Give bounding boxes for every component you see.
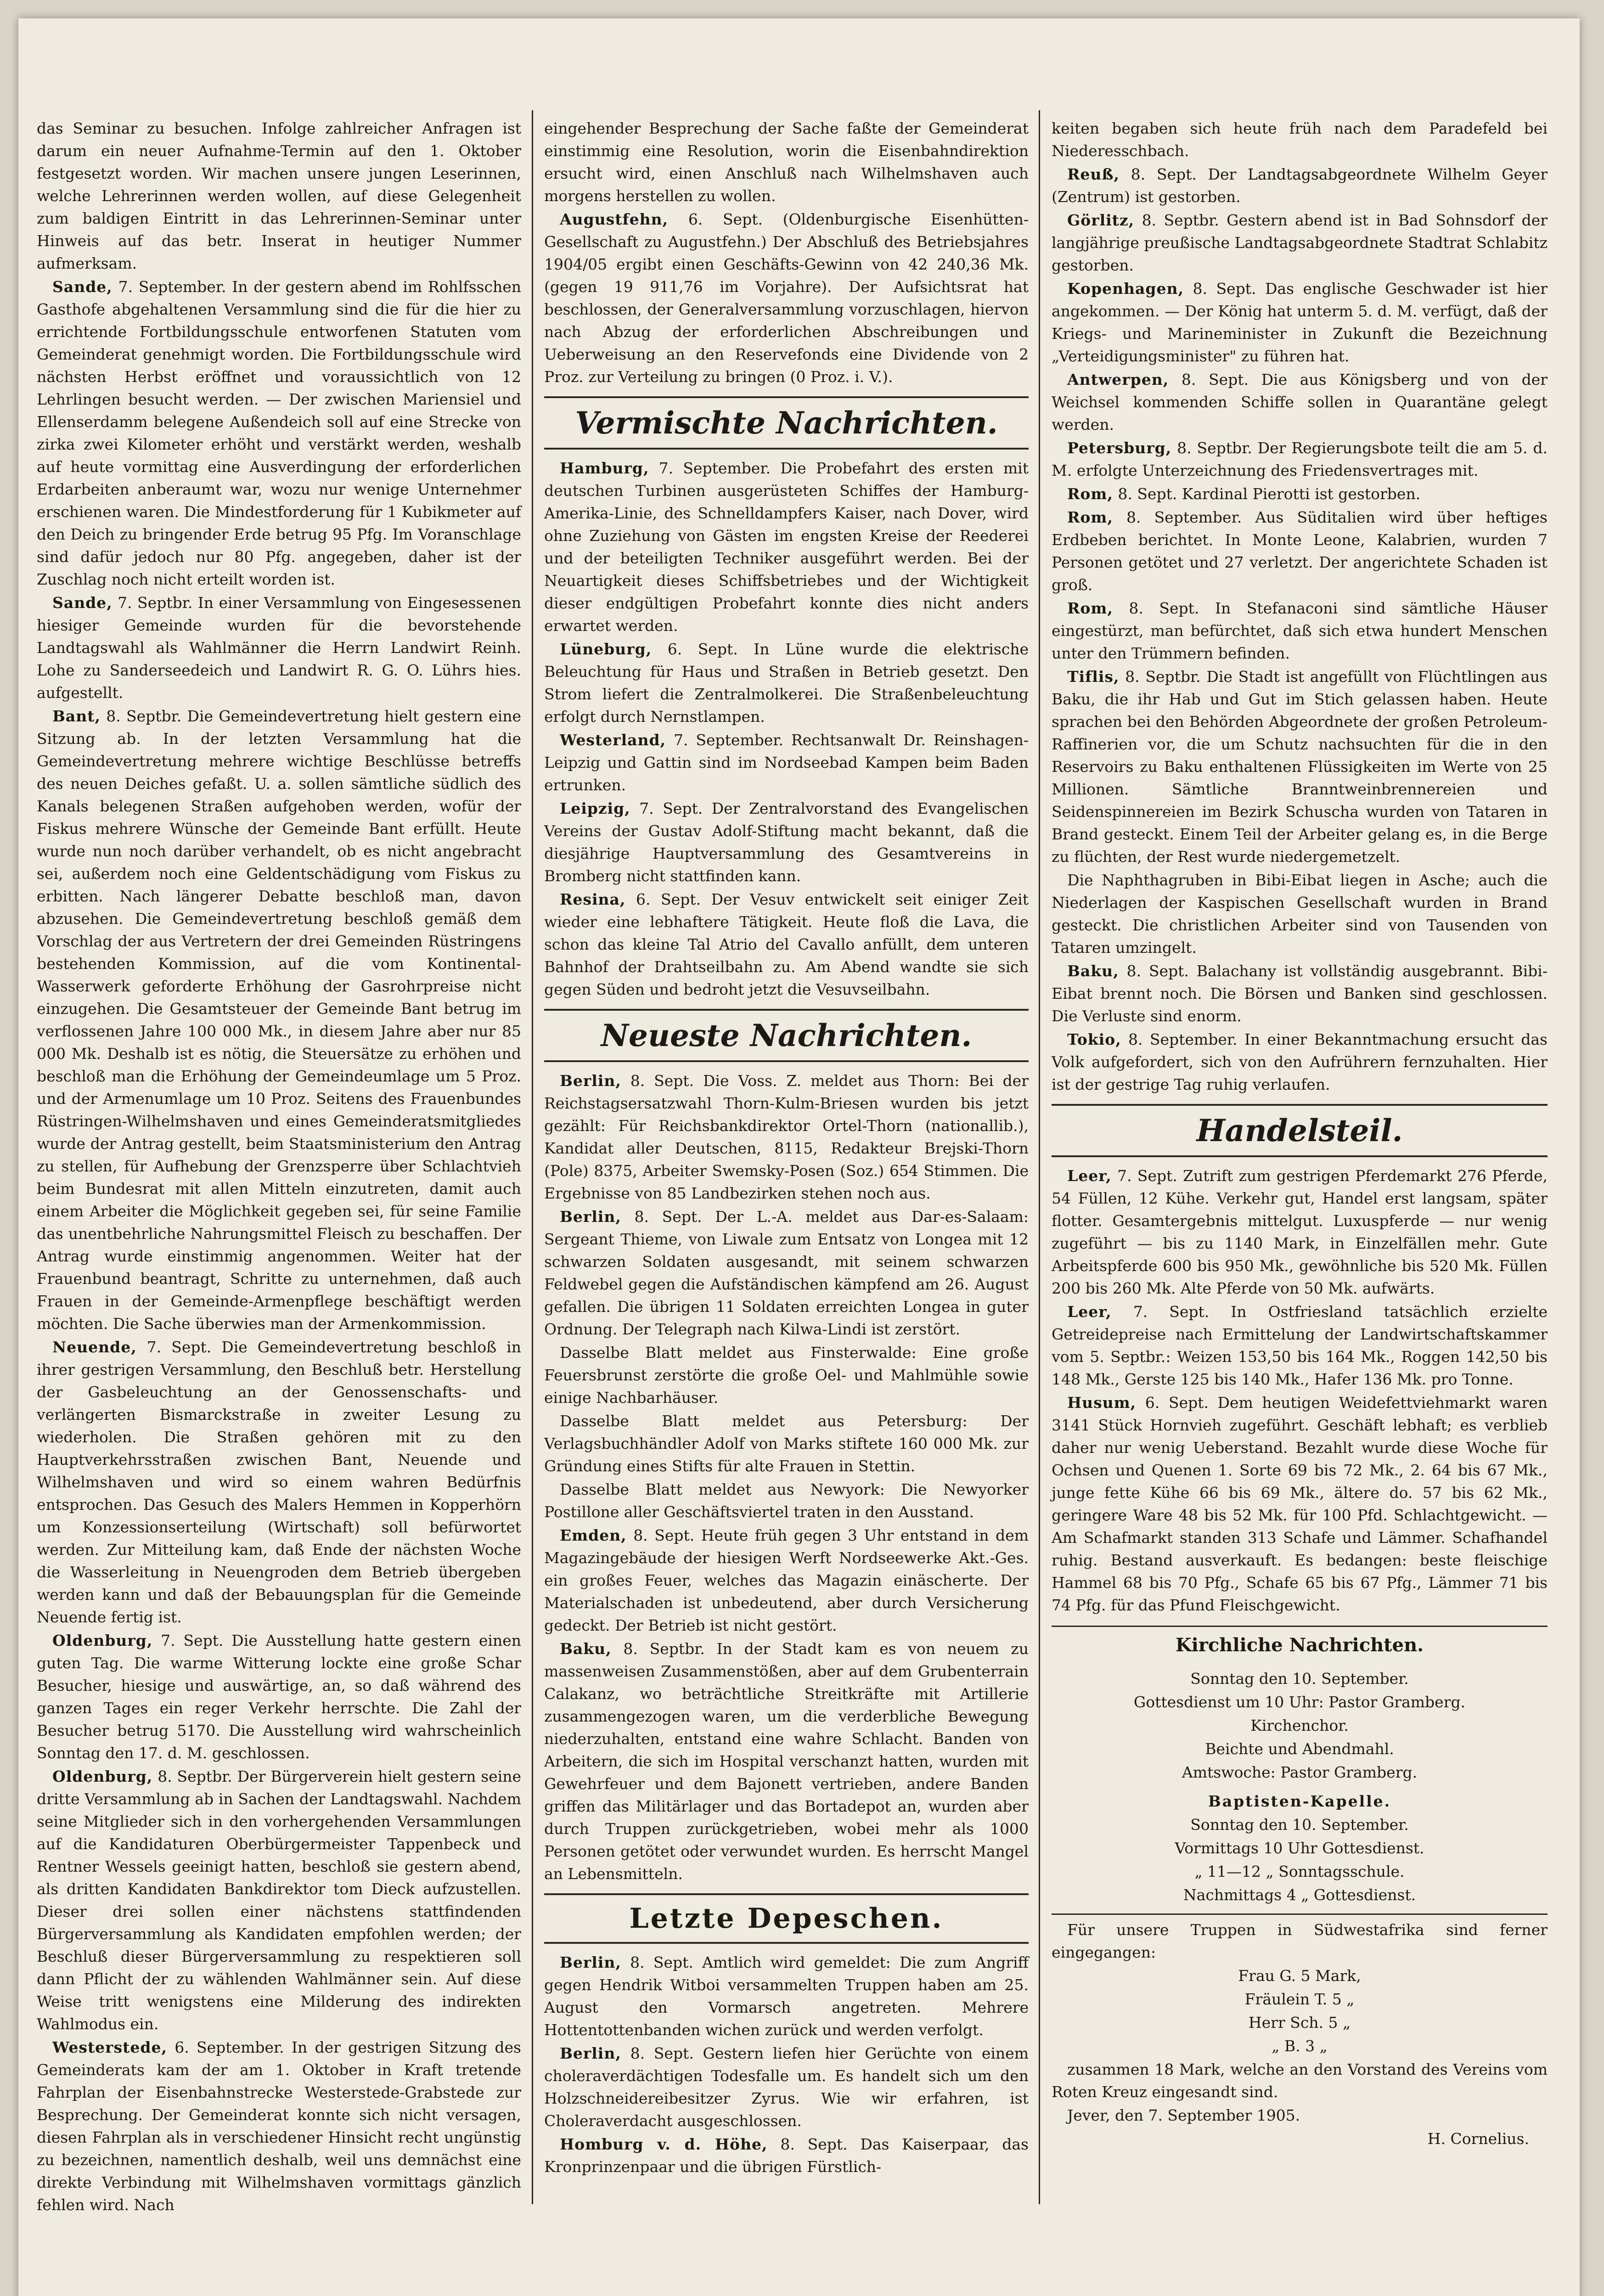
donation-total: zusammen 18 Mark, welche an den Vorstand des Vereins vom Roten Kreuz eingesandt sind. [1052, 2060, 1548, 2101]
column-3 [1052, 117, 1548, 2183]
dateline: Baku, [560, 1640, 612, 1658]
article-reuss [1052, 163, 1548, 208]
article-text: 8. Sept. Kardinal Pierotti ist gestorben. [1118, 485, 1421, 503]
article-text: 7. Septbr. In einer Versammlung von Eingesessenen hiesiger Gemeinde wurden für die bevorstehende Landtagswahl als Wahlmänner die Herrn Landwirt Reinh. Lohe zu Sanderseedeich und Landwirt R. G. O. Lührs hies. aufgestellt. [37, 594, 521, 702]
article-text: 8. Septbr. Gestern abend ist in Bad Sohnsdorf der langjährige preußische Landtagsabgeordnete Stadtrat Schlabitz gestorben. [1052, 211, 1548, 274]
column-1 [37, 117, 521, 2214]
donation-line: Fräulein T. 5 „ [1244, 1990, 1355, 2008]
article-lueneburg [544, 638, 1029, 728]
article-text: 7. Sept. Zutrift zum gestrigen Pferdemarkt 276 Pferde, 54 Füllen, 12 Kühe. Verkehr gut, Handel erst langsam, später flotter. Gesamtergebnis mittelgut. Luxuspferde — nur wenig zugeführt — bis zu 1140 Mark, in Einzelfällen mehr. Gute Arbeitspferde 600 bis 950 Mk., gewöhnliche bis 520 Mk. Füllen 200 bis 260 Mk. Alte Pferde von 50 Mk. aufwärts. [1052, 1167, 1548, 1297]
dateline: Westerland, [560, 731, 666, 749]
article-text: 6. September. In der gestrigen Sitzung des Gemeinderats kam der am 1. Oktober in Kraft tretende Fahrplan der Eisenbahnstrecke Westerstede-Grabstede zur Besprechung. Der Gemeinderat konnte sich nicht versagen, diesen Fahrplan als in verschiedener Hinsicht recht ungünstig zu bezeichnen, namentlich deshalb, weil uns demnächst eine direkte Verbindung mit Wilhelmshaven vormittags gänzlich fehlen wird. Nach [37, 2038, 521, 2214]
dateline: Berlin, [560, 1953, 621, 1971]
dateline: Rom, [1067, 508, 1113, 526]
article-tokio [1052, 1028, 1548, 1096]
article-hamburg [544, 457, 1029, 637]
article-text: 8. Septbr. Der Regierungsbote teilt die am 5. d. M. erfolgte Unterzeichnung des Friedensvertrages mit. [1052, 439, 1548, 479]
article-text: 8. Septbr. Die Stadt ist angefüllt von Flüchtlingen aus Baku, die ihr Hab und Gut im Stich gelassen haben. Heute sprachen bei den Behörden Abgeordnete der großen Petroleum-Raffinerien vor, die um Schutz nachsuchten für die in den Reservoirs zu Baku enthaltenen Flüssigkeiten im Werte von 25 Millionen. Sämtliche Branntweinbrennereien und Seidenspinnereien im Bezirk Schuscha wurden von Tataren in Brand gesteckt. Einem Teil der Arbeiter gelang es, in die Berge zu flüchten, der Rest wurde niedergemetzelt. [1052, 668, 1548, 866]
article-sande-2 [37, 591, 521, 704]
dateline: Oldenburg, [52, 1767, 153, 1785]
donation-line: Herr Sch. 5 „ [1248, 2014, 1351, 2032]
dateline: Reuß, [1067, 165, 1120, 183]
section-heading-vermischte: Vermischte Nachrichten. [544, 396, 1029, 450]
article-leer-1 [1052, 1165, 1548, 1300]
article-westerland [544, 729, 1029, 796]
article-text: 8. Septbr. Der Bürgerverein hielt gestern seine dritte Versammlung ab in Sachen der Landtagswahl. Nachdem seine Mitglieder sich in den vorhergehenden Versammlungen auf die Kandidaturen Oberbürgermeister Tappenbeck und Rentner Wessels geeinigt hatten, beschloß sie gestern abend, als dritten Kandidaten Bankdirektor tom Dieck aufzustellen. Dieser drei sollen einer nächstens stattfindenden Bürgerversammlung als Kandidaten empfohlen werden; der Beschluß dieser Bürgerversammlung zu respektieren soll dann Pflicht der zu wählenden Wahlmänner sein. Auf diese Weise tritt wenigstens eine Milderung des indirekten Wahlmodus ein. [37, 1767, 521, 2033]
donation-intro: Für unsere Truppen in Südwestafrika sind ferner eingegangen: [1052, 1921, 1548, 1961]
article-text: 8. September. In einer Bekanntmachung ersucht das Volk aufgefordert, sich von den Aufrührern fernzuhalten. Hier ist der gestrige Tag ruhig verlaufen. [1052, 1030, 1548, 1093]
dateline: Neuende, [52, 1338, 137, 1356]
dateline: Hamburg, [560, 459, 649, 477]
article-text: 8. Sept. Heute früh gegen 3 Uhr entstand in dem Magazingebäude der hiesigen Werft Nordseewerke Akt.-Ges. ein großes Feuer, welches das Magazin einäscherte. Der Materialschaden ist unbedeutend, aber durch Versicherung gedeckt. Der Betrieb ist nicht gestört. [544, 1526, 1029, 1634]
dateline: Rom, [1067, 485, 1113, 503]
church-line: Beichte und Abendmahl. [1205, 1740, 1394, 1758]
article-text: 7. Sept. Der Zentralvorstand des Evangelischen Vereins der Gustav Adolf-Stiftung macht bekannt, daß die diesjährige Hauptversammlung des Gesamtvereins in Bromberg nicht stattfinden kann. [544, 799, 1029, 885]
dateline: Augustfehn, [560, 210, 669, 228]
article-kopenhagen [1052, 277, 1548, 367]
church-line: Amtswoche: Pastor Gramberg. [1182, 1763, 1418, 1781]
church-line: Kirchenchor. [1250, 1716, 1349, 1734]
article-oldenburg-2 [37, 1765, 521, 2035]
article-text: 8. Sept. Der Landtagsabgeordnete Wilhelm Geyer (Zentrum) ist gestorben. [1052, 165, 1548, 206]
dateline: Tokio, [1067, 1030, 1121, 1048]
article-rom-2 [1052, 506, 1548, 596]
chapel-line: Sonntag den 10. September. [1190, 1816, 1409, 1834]
dateline: Husum, [1067, 1394, 1137, 1412]
article-text: Dasselbe Blatt meldet aus Petersburg: Der Verlagsbuchhändler Adolf von Marks stiftete 160 000 Mk. zur Gründung eines Stifts für alte Frauen in Stettin. [544, 1412, 1029, 1475]
article-text: 7. September. In der gestern abend im Rohlfsschen Gasthofe abgehaltenen Versammlung sind die für die hier zu errichtende Fortbildungsschule entworfenen Statuten vom Gemeinderat genehmigt worden. Die Fortbildungsschule wird nächsten Herbst eröffnet und voraussichtlich von 12 Lehrlingen besucht werden. — Der zwischen Mariensiel und Ellenserdamm belegene Außendeich soll auf eine Strecke von zirka zwei Kilometer erhöht und verstärkt werden, weshalb auf heute vormittag eine Ausverdingung der erforderlichen Erdarbeiten anberaumt war, wozu nur wenige Unternehmer erschienen waren. Die Mindestforderung für 1 Kubikmeter auf den Deich zu bringender Erde betrug 95 Pfg. Im Voranschlage sind dafür jedoch nur 80 Pfg. angegeben, daher ist der Zuschlag noch nicht erteilt worden ist. [37, 278, 521, 588]
article-oldenburg-1 [37, 1629, 521, 1764]
article-text: 6. Sept. Dem heutigen Weidefettviehmarkt waren 3141 Stück Hornvieh zugeführt. Geschäft lebhaft; es verblieb daher nur wenig Ueberstand. Bezahlt wurde diese Woche für Ochsen und Quenen 1. Sorte 69 bis 72 Mk., 2. 64 bis 67 Mk., junge fette Kühe 66 bis 69 Mk., ältere do. 57 bis 62 Mk., geringere Ware 48 bis 52 Mk. für 100 Pfd. Schlachtgewicht. — Am Schafmarkt standen 313 Schafe und Lämmer. Schafhandel ruhig. Bestand ausverkauft. Es bedangen: beste fleischige Hammel 68 bis 70 Pfg., Schafe 65 bis 67 Pfg., Lämmer 71 bis 74 Pfg. für das Pfund Fleischgewicht. [1052, 1394, 1548, 1614]
dateline: Homburg v. d. Höhe, [560, 2135, 768, 2153]
article-baku-2 [1052, 960, 1548, 1027]
article-emden [544, 1524, 1029, 1637]
article-westerstede [37, 2036, 521, 2216]
section-heading-handel: Handelsteil. [1052, 1104, 1548, 1157]
article-husum [1052, 1391, 1548, 1616]
article-petersburg-2 [1052, 437, 1548, 482]
dateline: Oldenburg, [52, 1632, 153, 1649]
chapel-line: Vormittags 10 Uhr Gottesdienst. [1175, 1839, 1424, 1857]
article-text: 8. Sept. Der L.-A. meldet aus Dar-es-Salaam: Sergeant Thieme, von Liwale zum Entsatz von Longea mit 12 schwarzen Soldaten ausgesandt, mit seinem schwarzen Feldwebel gegen die Aufständischen kämpfend am 26. August gefallen. Die übrigen 11 Soldaten erreichten Longea in guter Ordnung. Der Telegraph nach Kilwa-Lindi ist zerstört. [544, 1208, 1029, 1338]
chapel-line: „ 11—12 „ Sonntagsschule. [1194, 1863, 1405, 1880]
article-text: 8. Sept. Die aus Königsberg und von der Weichsel kommenden Schiffe sollen in Quarantäne gelegt werden. [1052, 371, 1548, 433]
article-text: 7. Sept. In Ostfriesland tatsächlich erzielte Getreidepreise nach Ermittelung der Landwirtschaftskammer vom 5. Septbr.: Weizen 153,50 bis 164 Mk., Roggen 142,50 bis 148 Mk., Gerste 125 bis 140 Mk., Hafer 136 Mk. pro Tonne. [1052, 1303, 1548, 1388]
article-berlin-1 [544, 1069, 1029, 1204]
divider [1052, 1913, 1548, 1915]
dateline: Rom, [1067, 599, 1113, 617]
dateline: Leer, [1067, 1303, 1112, 1321]
article-text: 8. Sept. Die Voss. Z. meldet aus Thorn: Bei der Reichstagsersatzwahl Thorn-Kulm-Briesen wurden bis jetzt gezählt: Für Reichsbankdirektor Ortel-Thorn (nationallib.), Kandidat aller Deutschen, 8115, Redakteur Brejski-Thorn (Pole) 8375, Arbeiter Swemsky-Posen (Soz.) 654 Stimmen. Die Ergebnisse von 85 Landbezirken stehen noch aus. [544, 1072, 1029, 1202]
column-rule [1039, 110, 1040, 2204]
article-text: Dasselbe Blatt meldet aus Finsterwalde: Eine große Feuersbrunst zerstörte die große Oel- und Mahlmühle sowie einige Nachbarhäuser. [544, 1344, 1029, 1407]
article-leipzig [544, 797, 1029, 887]
article-text: 8. Sept. Das englische Geschwader ist hier angekommen. — Der König hat unterm 5. d. M. verfügt, daß der Kriegs- und Marineminister in Zukunft die Bezeichnung „Verteidigungsminister" zu führen hat. [1052, 280, 1548, 365]
section-heading-neueste: Neueste Nachrichten. [544, 1009, 1029, 1062]
dateline: Sande, [52, 278, 113, 296]
article-berlin-2 [544, 1205, 1029, 1340]
article-berlin-3 [544, 1951, 1029, 2041]
dateline: Berlin, [560, 1072, 621, 1090]
dateline: Tiflis, [1067, 668, 1120, 686]
church-line: Sonntag den 10. September. [1190, 1670, 1409, 1688]
article-augustfehn [544, 208, 1029, 388]
article-leer-2 [1052, 1300, 1548, 1390]
article-text: 8. Sept. Gestern liefen hier Gerüchte von einem choleraverdächtigen Todesfalle um. Es handelt sich um den Holzschneidereibesitzer Zyrus. Wie wir erfahren, ist Choleraverdacht ausgeschlossen. [544, 2044, 1029, 2130]
dateline: Berlin, [560, 2044, 621, 2062]
chapel-line: Nachmittags 4 „ Gottesdienst. [1183, 1886, 1416, 1904]
article-text: 7. Sept. Die Ausstellung hatte gestern einen guten Tag. Die warme Witterung lockte eine große Schar Besucher, hiesige und auswärtige, an, so daß während des ganzen Tages ein reger Verkehr herrschte. Die Zahl der Besucher betrug 5170. Die Ausstellung wird wahrscheinlich Sonntag den 17. d. M. geschlossen. [37, 1632, 521, 1762]
article-text: 7. September. Rechtsanwalt Dr. Reinshagen-Leipzig und Gattin sind im Nordseebad Kampen beim Baden ertrunken. [544, 731, 1029, 794]
section-heading-kirchlich: Kirchliche Nachrichten. [1052, 1626, 1548, 1660]
dateline: Bant, [52, 707, 101, 725]
article-bant [37, 705, 521, 1335]
article-rom-3 [1052, 597, 1548, 664]
dateline: Baku, [1067, 962, 1119, 980]
article-text: 8. Sept. Das Kaiserpaar, das Kronprinzenpaar und die übrigen Fürstlich- [544, 2135, 1029, 2176]
church-line: Gottesdienst um 10 Uhr: Pastor Gramberg. [1133, 1693, 1466, 1711]
dateline: Görlitz, [1067, 211, 1135, 229]
article-text: 7. Sept. Die Gemeindevertretung beschloß in ihrer gestrigen Versammlung, den Beschluß betr. Herstellung der Gasbeleuchtung an der Genossenschafts- und verlängerten Bismarckstraße in zweiter Lesung zu wiederholen. Die Straßen gehören mit zu den Hauptverkehrsstraßen zwischen Bant, Neuende und Wilhelmshaven und wird so einem wahren Bedürfnis entsprochen. Das Gesuch des Malers Hemmen in Kopperhörn um Konzessionserteilung (Wirtschaft) soll befürwortet werden. Zur Mitteilung kam, daß Ende der nächsten Woche die Wasserleitung in Neuengroden dem Betrieb übergeben werden kann und daß der Bebauungsplan für die Gemeinde Neuende fertig ist. [37, 1338, 521, 1626]
article-text: 8. September. Aus Süditalien wird über heftiges Erdbeben berichtet. In Monte Leone, Kalabrien, wurden 7 Personen getötet und 27 verletzt. Der angerichtete Schaden ist groß. [1052, 508, 1548, 594]
article-tiflis [1052, 665, 1548, 868]
chapel-heading: Baptisten-Kapelle. [1208, 1792, 1391, 1810]
article-text: 6. Sept. In Lüne wurde die elektrische Beleuchtung für Haus und Straßen in Betrieb gesetzt. Den Strom liefert die Zentralmolkerei. Die Straßenbeleuchtung erfolgt durch Nernstlampen. [544, 640, 1029, 726]
article-neuende [37, 1336, 521, 1628]
article-text: keiten begaben sich heute früh nach dem Paradefeld bei Niederesschbach. [1052, 119, 1548, 160]
article-text: das Seminar zu besuchen. Infolge zahlreicher Anfragen ist darum ein neuer Aufnahme-Termin auf den 1. Oktober festgesetzt worden. Wir machen unsere jungen Leserinnen, welche Lehrerinnen werden wollen, auf diese Gelegenheit zum baldigen Eintritt in das Lehrerinnen-Seminar unter Hinweis auf das betr. Inserat in heutiger Nummer aufmerksam. [37, 119, 521, 272]
dateline: Antwerpen, [1067, 371, 1169, 388]
article-text: 6. Sept. (Oldenburgische Eisenhütten-Gesellschaft zu Augustfehn.) Der Abschluß des Betriebsjahres 1904/05 ergibt einen Geschäfts-Gewinn von 42 240,36 Mk. (gegen 19 911,76 im Vorjahre). Der Aufsichtsrat hat beschlossen, der Generalversammlung vorzuschlagen, hiervon nach Abzug der erforderlichen Abschreibungen und Ueberweisung an den Reservefonds eine Dividende von 2 Proz. zur Verteilung zu bringen (0 Proz. i. V.). [544, 210, 1029, 386]
donation-line: „ B. 3 „ [1272, 2037, 1328, 2055]
article-text: 8. Septbr. In der Stadt kam es von neuem zu massenweisen Zusammenstößen, aber auf dem Grubenterrain Calakanz, wo beträchtliche Streitkräfte mit Artillerie zusammengezogen waren, um die verderbliche Bewegung niederzuhalten, entstand eine wahre Schlacht. Banden von Arbeitern, die sich im Hospital verschanzt hatten, wurden mit Gewehrfeuer und dem Bajonett vertrieben, andere Banden griffen das Militärlager und das Bortadepot an, wurden aber durch Truppen zurückgetrieben, wobei mehr als 1000 Personen getötet oder verwundet wurden. Es herrscht Mangel an Lebensmitteln. [544, 1640, 1029, 1883]
article-text: 7. September. Die Probefahrt des ersten mit deutschen Turbinen ausgerüsteten Schiffes der Hamburg-Amerika-Linie, des Schnelldampfers Kaiser, nach Dover, wird ohne Zuziehung von Gästen im engsten Kreise der Reederei und der beteiligten Techniker ausgeführt werden. Bei der Neuartigkeit dieses Schiffsbetriebes und der Wichtigkeit dieser endgültigen Probefahrt konnte dies nicht anders erwartet werden. [544, 459, 1029, 635]
article-antwerpen [1052, 368, 1548, 436]
column-rule [532, 110, 533, 2204]
section-heading-depeschen: Letzte Depeschen. [544, 1893, 1029, 1944]
article-text: Die Naphthagruben in Bibi-Eibat liegen in Asche; auch die Niederlagen der Kaspischen Gesellschaft wurden in Brand gesteckt. Die christlichen Arbeiter sind von Tausenden von Tataren umzingelt. [1052, 871, 1548, 957]
article-sande-1 [37, 276, 521, 591]
article-baku-1 [544, 1638, 1029, 1885]
dateline: Berlin, [560, 1208, 621, 1226]
donation-date: Jever, den 7. September 1905. [1067, 2106, 1300, 2124]
newspaper-page [18, 18, 1580, 2296]
column-2 [544, 117, 1029, 2183]
dateline: Emden, [560, 1526, 627, 1544]
dateline: Leer, [1067, 1167, 1112, 1185]
dateline: Resina, [560, 890, 626, 908]
dateline: Lüneburg, [560, 640, 652, 658]
article-resina [544, 888, 1029, 1001]
donation-signature: H. Cornelius. [1427, 2130, 1529, 2148]
article-homburg [544, 2133, 1029, 2178]
article-text: 6. Sept. Der Vesuv entwickelt seit einiger Zeit wieder eine lebhaftere Tätigkeit. Heute floß die Lava, die schon das kleine Tal Atrio del Cavallo anfüllt, dem unteren Bahnhof der Drahtseilbahn zu. Am Abend wandte sie sich gegen Süden und bedroht jetzt die Vesuvseilbahn. [544, 890, 1029, 998]
article-goerlitz [1052, 209, 1548, 276]
article-text: eingehender Besprechung der Sache faßte der Gemeinderat einstimmig eine Resolution, worin die Eisenbahndirektion ersucht wird, einen Anschluß nach Wilhelmshaven auch morgens herstellen zu wollen. [544, 119, 1029, 205]
article-text: 8. Septbr. Die Gemeindevertretung hielt gestern eine Sitzung ab. In der letzten Versammlung hat die Gemeindevertretung mehrere wichtige Beschlüsse betreffs des neuen Deiches gefaßt. U. a. sollen sämtliche südlich des Kanals belegenen Straßen aufgehoben werden, wofür der Fiskus mehrere Wünsche der Gemeinde Bant erfüllt. Heute wurde nun noch darüber verhandelt, ob es nicht angebracht sei, außerdem noch eine Geldentschädigung vom Fiskus zu erbitten. Nach längerer Debatte beschloß man, davon abzusehen. Die Gemeindevertretung beschloß gemäß dem Vorschlag der aus Vertretern der drei Gemeinden Rüstringens bestehenden Kommission, auf die vom Kontinental-Wasserwerk geforderte Erhöhung der Gasrohrpreise nicht einzugehen. Die Gesamtsteuer der Gemeinde Bant betrug im verflossenen Jahre 100 000 Mk., in diesem Jahre aber nur 85 000 Mk. Deshalb ist es nötig, die Steuersätze zu erhöhen und beschloß man die Erhöhung der Gemeindeumlage um 5 Proz. und der Armenumlage um 10 Proz. Seitens des Frauenbundes Rüstringen-Wilhelmshaven und eines Gemeinderatsmitgliedes wurde der Antrag gestellt, beim Staatsministerium den Antrag zu stellen, für Aufhebung der Grenzsperre über Schlachtvieh beim Bundesrat mit allen Mitteln einzutreten, damit auch einem Arbeiter die Möglichkeit gegeben sei, für seine Familie das unentbehrliche Nahrungsmittel Fleisch zu beschaffen. Der Antrag wurde einstimmig angenommen. Weiter hat der Frauenbund beantragt, Schritte zu unternehmen, daß auch Frauen in der Gemeinde-Armenpflege beschäftigt werden möchten. Die Sache überwies man der Armenkommission. [37, 707, 521, 1333]
article-text: 8. Sept. Amtlich wird gemeldet: Die zum Angriff gegen Hendrik Witboi versammelten Truppen haben am 25. August den Vormarsch angetreten. Mehrere Hottentottenbanden wichen zurück und werden verfolgt. [544, 1953, 1029, 2039]
dateline: Kopenhagen, [1067, 280, 1184, 298]
dateline: Leipzig, [560, 799, 630, 817]
article-rom-1 [1052, 483, 1548, 505]
dateline: Westerstede, [52, 2038, 167, 2056]
article-text: 8. Sept. Balachany ist vollständig ausgebrannt. Bibi-Eibat brennt noch. Die Börsen und Banken sind geschlossen. Die Verluste sind enorm. [1052, 962, 1548, 1025]
article-berlin-4 [544, 2042, 1029, 2132]
dateline: Petersburg, [1067, 439, 1172, 457]
article-text: Dasselbe Blatt meldet aus Newyork: Die Newyorker Postillone aller Geschäftsviertel traten in den Ausstand. [544, 1480, 1029, 1521]
donation-line: Frau G. 5 Mark, [1238, 1967, 1361, 1985]
article-text: 8. Sept. In Stefanaconi sind sämtliche Häuser eingestürzt, man befürchtet, daß sich etwa hundert Menschen unter den Trümmern befinden. [1052, 599, 1548, 662]
dateline: Sande, [52, 594, 113, 612]
